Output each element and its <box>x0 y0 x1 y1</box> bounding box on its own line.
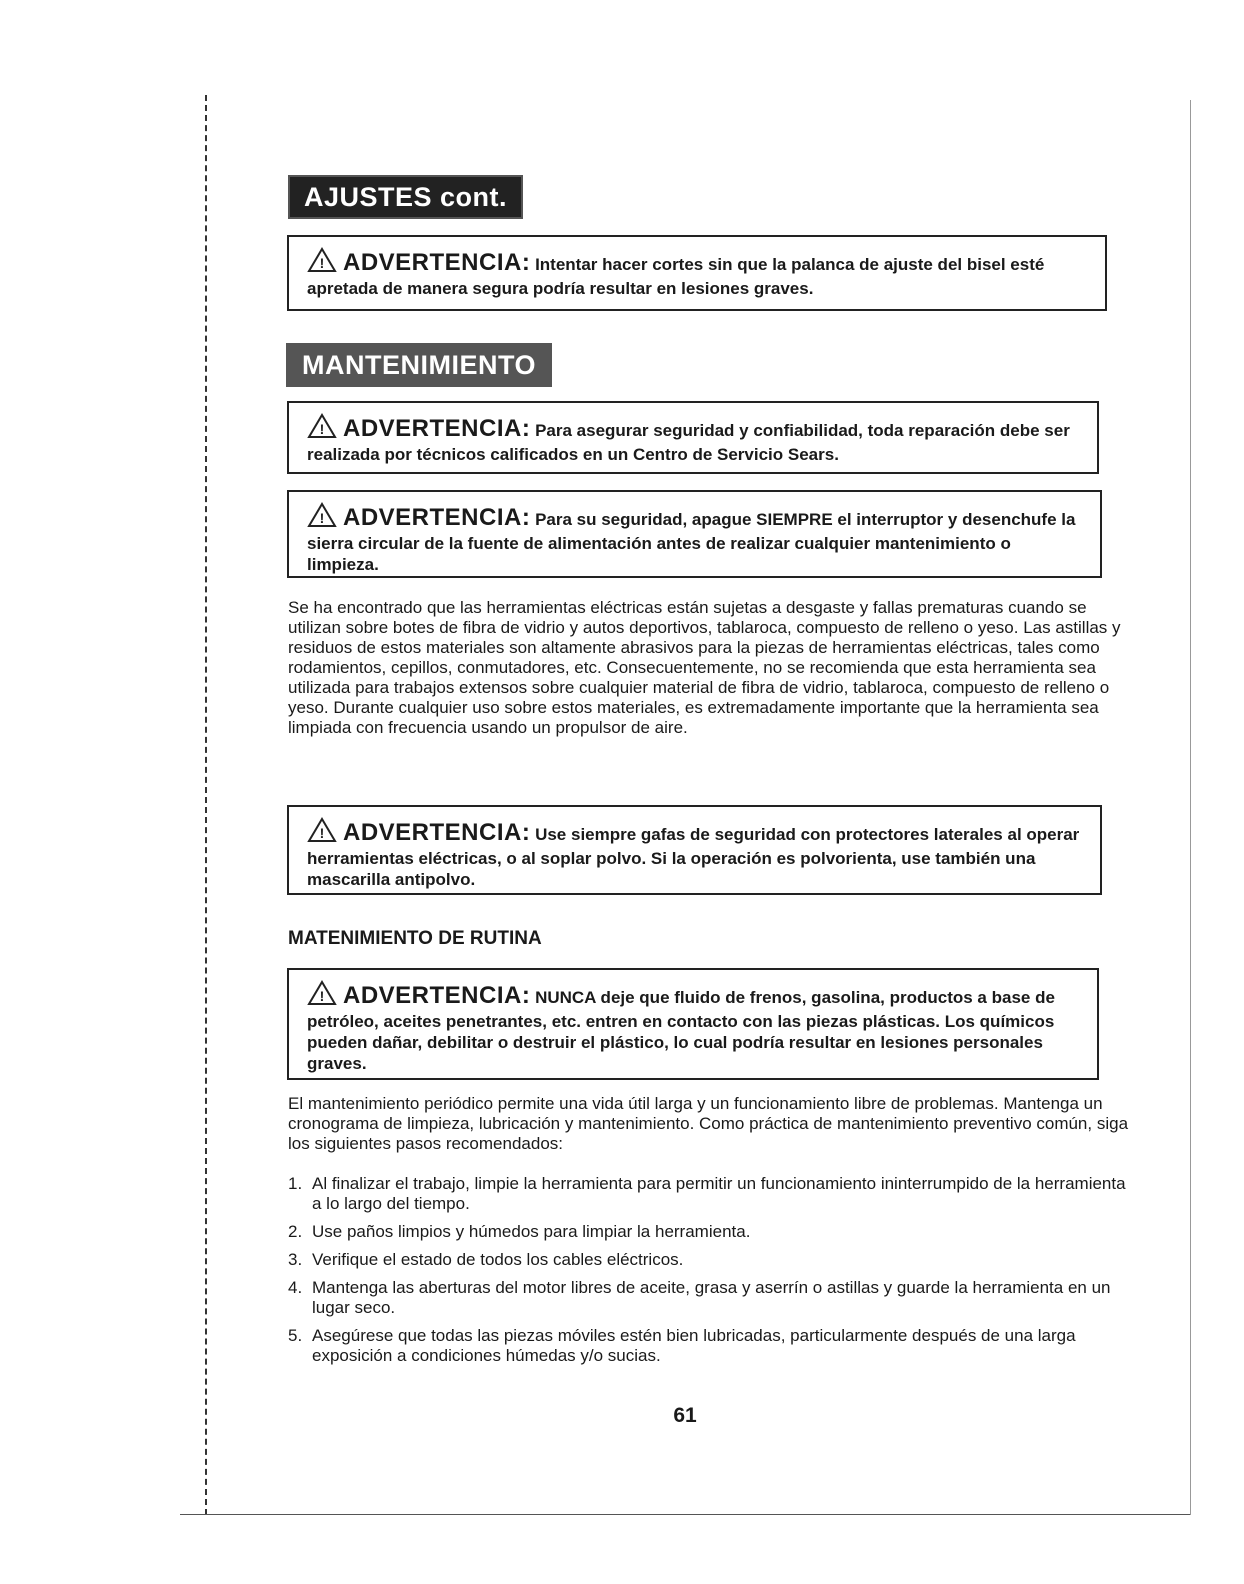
warning-label: ADVERTENCIA: <box>343 249 531 276</box>
warning-text: NUNCA deje que fluido de frenos, gasolina, productos a base de petróleo, aceites penetrantes, etc. entren en contacto con las piezas plásticas. Los químicos pueden dañar, debilitar o destruir el plástico, lo cual podría resultar en lesiones personales graves. <box>307 988 1055 1073</box>
svg-text:!: ! <box>319 255 325 271</box>
warning-label: ADVERTENCIA: <box>343 819 531 846</box>
list-item-text: Asegúrese que todas las piezas móviles estén bien lubricadas, particularmente después de una larga exposición a condiciones húmedas y/o sucias. <box>312 1326 1076 1365</box>
list-item-number: 3. <box>288 1250 303 1269</box>
warning-box-service <box>287 401 1099 474</box>
warning-label: ADVERTENCIA: <box>343 982 531 1009</box>
subheading-routine: MATENIMIENTO DE RUTINA <box>288 928 542 949</box>
warning-box-bevel <box>287 235 1107 311</box>
list-item <box>288 1326 1138 1366</box>
body-paragraph-wear: Se ha encontrado que las herramientas eléctricas están sujetas a desgaste y fallas prematuras cuando se utilizan sobre botes de fibra de vidrio y autos deportivos, tablaroca, compuesto de relleno o yeso. Las astillas y residuos de estos materiales son altamente abrasivos para la piezas de herramientas eléctricas, tales como rodamientos, cepillos, conmutadores, etc. Consecuentemente, no se recomienda que esta herramienta sea utilizada para trabajos extensos sobre cualquier material de fibra de vidrio, tablaroca, compuesto de relleno o yeso. Durante cualquier uso sobre estos materiales, es extremadamente importante que la herramienta sea limpiada con frecuencia usando un propulsor de aire. <box>288 598 1121 737</box>
list-item-text: Mantenga las aberturas del motor libres de aceite, grasa y aserrín o astillas y guarde la herramienta en un lugar seco. <box>312 1278 1111 1317</box>
cut-line-left <box>205 95 207 1515</box>
list-item <box>288 1174 1138 1214</box>
list-item-text: Al finalizar el trabajo, limpie la herramienta para permitir un funcionamiento ininterrumpido de la herramienta a lo largo del tiempo. <box>312 1174 1126 1213</box>
section-banner-mantenimiento: MANTENIMIENTO <box>286 343 552 387</box>
body-paragraph-maintenance: El mantenimiento periódico permite una vida útil larga y un funcionamiento libre de problemas. Mantenga un cronograma de limpieza, lubricación y mantenimiento. Como práctica de mantenimiento preventivo común, siga los siguientes pasos recomendados: <box>288 1094 1129 1153</box>
warning-text: Intentar hacer cortes sin que la palanca de ajuste del bisel esté apretada de manera segura podría resultar en lesiones graves. <box>307 255 1045 298</box>
list-item <box>288 1250 1138 1270</box>
warning-text: Para su seguridad, apague SIEMPRE el interruptor y desenchufe la sierra circular de la fuente de alimentación antes de realizar cualquier mantenimiento o limpieza. <box>307 510 1076 574</box>
cut-line-right <box>1190 100 1191 1515</box>
page-number: 61 <box>673 1404 697 1427</box>
maintenance-steps-list <box>288 1174 1138 1374</box>
list-item-text: Use paños limpios y húmedos para limpiar la herramienta. <box>312 1222 751 1241</box>
warning-text: Use siempre gafas de seguridad con protectores laterales al operar herramientas eléctricas, o al soplar polvo. Si la operación es polvorienta, use también una mascarilla antipolvo. <box>307 825 1080 889</box>
warning-triangle-icon <box>307 980 337 1011</box>
list-item-number: 5. <box>288 1326 303 1345</box>
svg-text:!: ! <box>319 988 325 1004</box>
warning-text: Para asegurar seguridad y confiabilidad, toda reparación debe ser realizada por técnicos calificados en un Centro de Servicio Sears. <box>307 421 1070 464</box>
warning-box-chemicals <box>287 968 1099 1080</box>
warning-label: ADVERTENCIA: <box>343 415 531 442</box>
cut-line-bottom <box>180 1514 1190 1515</box>
warning-triangle-icon <box>307 247 337 278</box>
list-item <box>288 1278 1138 1318</box>
svg-text:!: ! <box>319 421 325 437</box>
svg-text:!: ! <box>319 825 325 841</box>
warning-triangle-icon <box>307 413 337 444</box>
warning-box-unplug <box>287 490 1102 578</box>
list-item <box>288 1222 1138 1242</box>
list-item-number: 1. <box>288 1174 303 1193</box>
list-item-text: Verifique el estado de todos los cables eléctricos. <box>312 1250 684 1269</box>
warning-label: ADVERTENCIA: <box>343 504 531 531</box>
warning-triangle-icon <box>307 817 337 848</box>
list-item-number: 2. <box>288 1222 303 1241</box>
list-item-number: 4. <box>288 1278 303 1297</box>
svg-text:!: ! <box>319 510 325 526</box>
warning-box-goggles <box>287 805 1102 895</box>
warning-triangle-icon <box>307 502 337 533</box>
section-banner-ajustes: AJUSTES cont. <box>288 175 523 219</box>
